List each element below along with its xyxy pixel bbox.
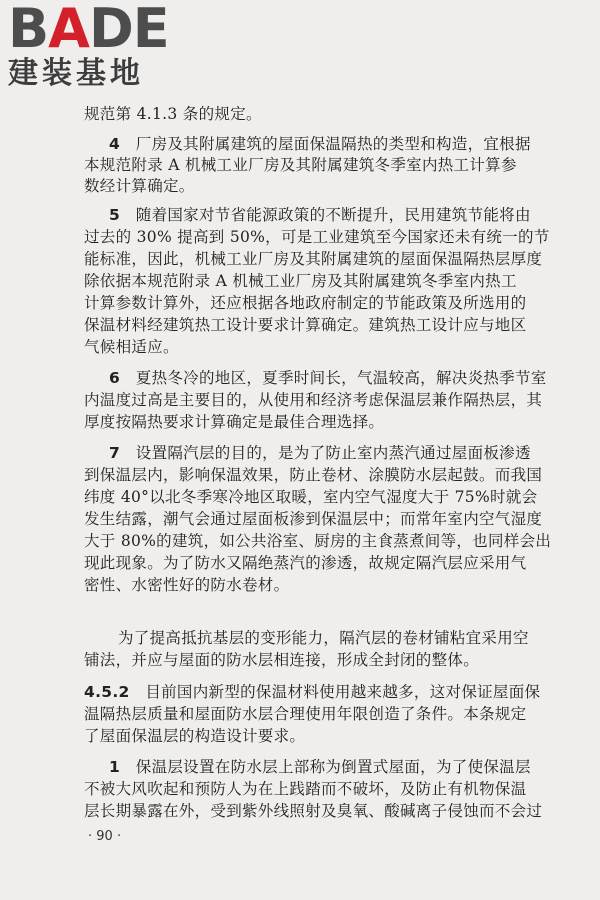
text-line: 1 保温层设置在防水层上部称为倒置式屋面，为了使保温层: [109, 758, 531, 776]
text-line: 温隔热层质量和屋面防水层合理使用年限创造了条件。本条规定: [84, 705, 527, 723]
item-number: 6: [109, 369, 121, 387]
text-line: 铺法，并应与屋面的防水层相连接，形成全封闭的整体。: [84, 651, 480, 669]
logo-subtitle: 建装基地: [8, 56, 144, 91]
text-line: 发生结露，潮气会通过屋面板渗到保温层中；而常年室内空气湿度: [84, 510, 543, 528]
text-line: 密性、水密性好的防水卷材。: [84, 576, 290, 594]
text-line: 大于 80%的建筑，如公共浴室、厨房的主食蒸煮间等，也同样会出: [84, 532, 552, 550]
text-line: 气候相适应。: [84, 338, 179, 356]
text-line: 6 夏热冬冷的地区，夏季时间长，气温较高，解决炎热季节室: [109, 369, 547, 387]
text-line: 了屋面保温层的构造设计要求。: [84, 727, 306, 745]
item-number: 1: [109, 758, 121, 776]
logo-mark: BADE: [8, 0, 169, 60]
text-line: 本规范附录 A 机械工业厂房及其附属建筑冬季室内热工计算参: [84, 156, 517, 174]
item-number: 7: [109, 444, 121, 462]
text-line: 纬度 40°以北冬季寒冷地区取暖，室内空气湿度大于 75%时就会: [84, 488, 538, 506]
section-number: 4.5.2: [84, 683, 130, 701]
text-line: 4 厂房及其附属建筑的屋面保温隔热的类型和构造，宜根据: [109, 135, 531, 153]
text-line: 不被大风吹起和预防人为在上践踏而不破坏，及防止有机物保温: [84, 780, 527, 798]
logo: [8, 2, 183, 92]
text-line: 现此现象。为了防水又隔绝蒸汽的渗透，故规定隔汽层应采用气: [84, 554, 527, 572]
page-number: · 90 ·: [88, 829, 122, 844]
text-line: 厚度按隔热要求计算确定是最佳合理选择。: [84, 413, 385, 431]
text-line: 保温材料经建筑热工设计要求计算确定。建筑热工设计应与地区: [84, 316, 527, 334]
text-line: 规范第 4.1.3 条的规定。: [84, 105, 262, 123]
text-line: 层长期暴露在外，受到紫外线照射及臭氧、酸碱离子侵蚀而不会过: [84, 802, 543, 820]
text-line: 计算参数计算外，还应根据各地政府制定的节能政策及所选用的: [84, 294, 527, 312]
item-number: 5: [109, 206, 121, 224]
item-number: 4: [109, 135, 121, 153]
text-line: 5 随着国家对节省能源政策的不断提升，民用建筑节能将由: [109, 206, 531, 224]
text-line: 数经计算确定。: [84, 177, 195, 195]
text-line: 为了提高抵抗基层的变形能力，隔汽层的卷材铺粘宜采用空: [118, 629, 529, 647]
text-line: 过去的 30% 提高到 50%，可是工业建筑至今国家还未有统一的节: [84, 228, 550, 246]
text-line: 7 设置隔汽层的目的，是为了防止室内蒸汽通过屋面板渗透: [109, 444, 531, 462]
text-line: 能标准，因此，机械工业厂房及其附属建筑的屋面保温隔热层厚度: [84, 250, 543, 268]
text-line: 到保温层内，影响保温效果，防止卷材、涂膜防水层起鼓。而我国: [84, 466, 543, 484]
text-line: 除依据本规范附录 A 机械工业厂房及其附属建筑冬季室内热工: [84, 272, 517, 290]
text-line: 内温度过高是主要目的，从使用和经济考虑保温层兼作隔热层，其: [84, 391, 543, 409]
text-line: 4.5.2 目前国内新型的保温材料使用越来越多，这对保证屋面保: [84, 683, 541, 701]
